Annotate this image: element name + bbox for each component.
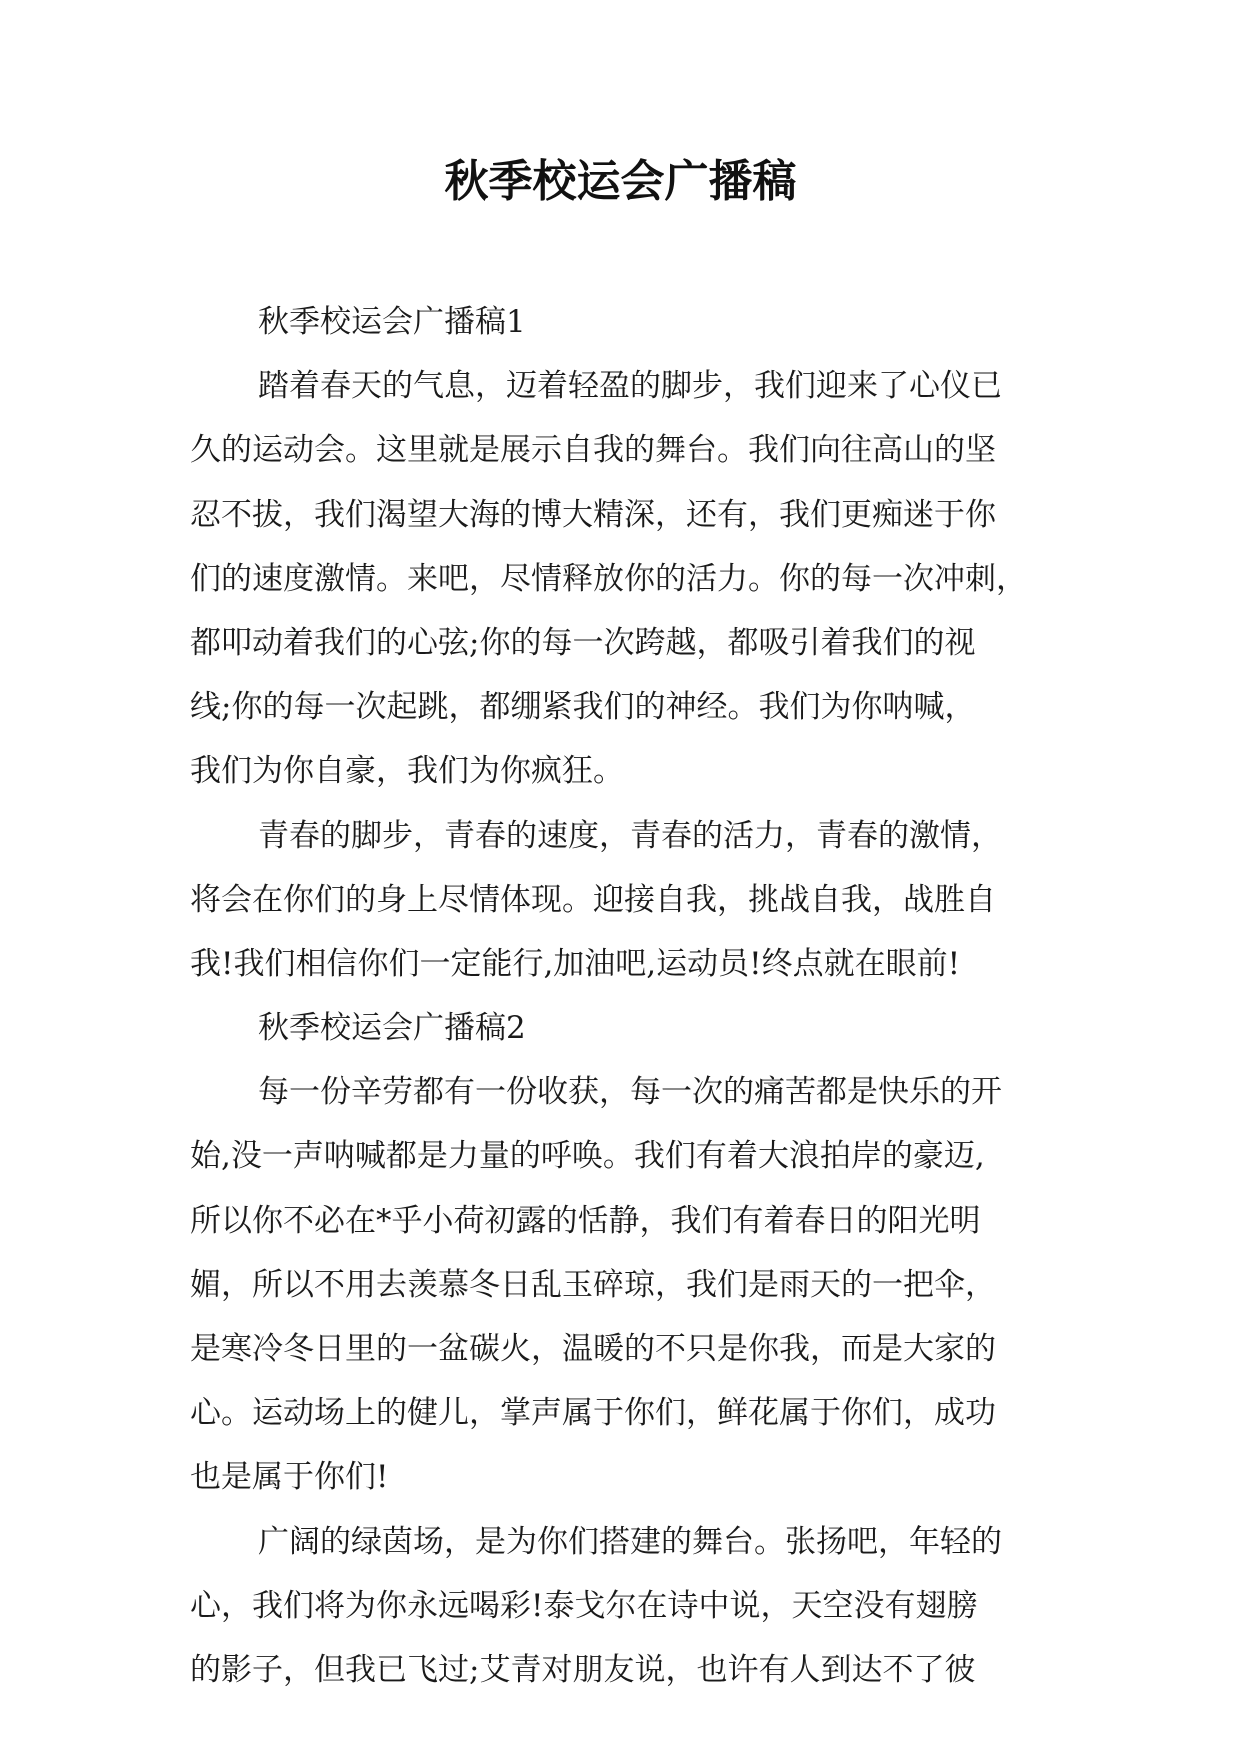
text-line: 广阔的绿茵场，是为你们搭建的舞台。张扬吧，年轻的 <box>258 1523 1002 1560</box>
text-line: 我!我们相信你们一定能行,加油吧,运动员!终点就在眼前! <box>190 945 961 982</box>
text-line: 秋季校运会广播稿2 <box>258 1010 526 1047</box>
text-line: 青春的脚步，青春的速度，青春的活力，青春的激情， <box>258 817 1002 854</box>
text-line: 心，我们将为你永远喝彩!泰戈尔在诗中说，天空没有翅膀 <box>190 1587 978 1624</box>
text-line: 也是属于你们! <box>190 1459 389 1496</box>
text-line: 我们为你自豪，我们为你疯狂。 <box>190 753 624 790</box>
text-line: 所以你不必在*乎小荷初露的恬静，我们有着春日的阳光明 <box>190 1202 981 1239</box>
text-line: 媚，所以不用去羡慕冬日乱玉碎琼，我们是雨天的一把伞， <box>190 1266 996 1303</box>
text-line: 线;你的每一次起跳，都绷紧我们的神经。我们为你呐喊， <box>190 689 976 726</box>
text-line: 久的运动会。这里就是展示自我的舞台。我们向往高山的坚 <box>190 432 996 469</box>
document-body <box>190 290 1050 1702</box>
text-line: 将会在你们的身上尽情体现。迎接自我，挑战自我，战胜自 <box>190 881 996 918</box>
text-line: 都叩动着我们的心弦;你的每一次跨越，都吸引着我们的视 <box>190 624 976 661</box>
document-title: 秋季校运会广播稿 <box>444 156 797 207</box>
text-line: 的影子，但我已飞过;艾青对朋友说，也许有人到达不了彼 <box>190 1651 976 1688</box>
text-line: 忍不拔，我们渴望大海的博大精深，还有，我们更痴迷于你 <box>190 496 996 533</box>
text-line: 心。运动场上的健儿，掌声属于你们，鲜花属于你们，成功 <box>190 1395 996 1432</box>
text-line: 每一份辛劳都有一份收获，每一次的痛苦都是快乐的开 <box>258 1074 1002 1111</box>
text-line: 们的速度激情。来吧，尽情释放你的活力。你的每一次冲刺， <box>190 560 1027 597</box>
text-line: 是寒冷冬日里的一盆碳火，温暖的不只是你我，而是大家的 <box>190 1331 996 1367</box>
text-line: 始,没一声呐喊都是力量的呼唤。我们有着大浪拍岸的豪迈, <box>190 1138 985 1175</box>
text-line: 秋季校运会广播稿1 <box>258 304 526 340</box>
text-line: 踏着春天的气息，迈着轻盈的脚步，我们迎来了心仪已 <box>258 368 1002 405</box>
